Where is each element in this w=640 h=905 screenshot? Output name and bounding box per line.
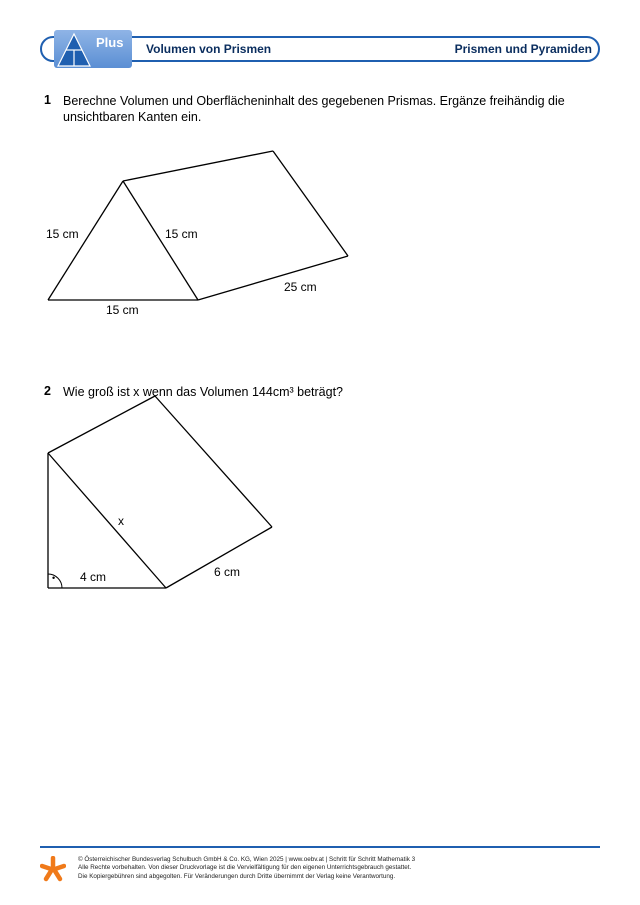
task-1-text-line-1: Berechne Volumen und Oberflächeninhalt des gegebenen Prismas. Ergänze freihändig die: [63, 94, 565, 108]
task-2-base-edge-label: 4 cm: [80, 570, 107, 584]
task-2-hypotenuse-label: x: [118, 514, 124, 528]
worksheet-title: Volumen von Prismen: [146, 42, 272, 56]
worksheet-topic: Prismen und Pyramiden: [454, 42, 592, 56]
task-1-base-edge-label: 15 cm: [106, 303, 139, 317]
footer-divider: [40, 846, 600, 848]
footer-line-3: Die Kopiergebühren sind abgegolten. Für Veränderungen durch Dritte übernimmt der Verlag keine Verantwortung.: [78, 872, 396, 880]
footer-line-2: Alle Rechte vorbehalten. Von dieser Druckvorlage ist die Vervielfältigung für den eigenen Unterrichtsgebrauch gestattet.: [78, 864, 412, 872]
task-1-length-edge-label: 25 cm: [284, 280, 317, 294]
task-1-right-edge-label: 15 cm: [165, 227, 198, 241]
task-1-number: 1: [44, 93, 51, 107]
task-1-left-edge-label: 15 cm: [46, 227, 79, 241]
triangular-prism-1: [48, 151, 348, 300]
task-2-number: 2: [44, 384, 51, 398]
logo-text: Plus: [96, 35, 124, 50]
task-2-text: Wie groß ist x wenn das Volumen 144cm³ beträgt?: [63, 385, 343, 399]
triangular-prism-2: [48, 396, 272, 588]
publisher-star-logo: [40, 856, 66, 882]
footer-copyright: [78, 856, 578, 881]
right-angle-dot: •: [52, 573, 56, 583]
task-2-length-edge-label: 6 cm: [214, 565, 241, 579]
task-1-text-line-2: unsichtbaren Kanten ein.: [63, 110, 202, 124]
footer-line-1: © Österreichischer Bundesverlag Schulbuch GmbH & Co. KG, Wien 2025 | www.oebv.at | Schritt für Schritt Mathematik 3: [78, 856, 416, 863]
